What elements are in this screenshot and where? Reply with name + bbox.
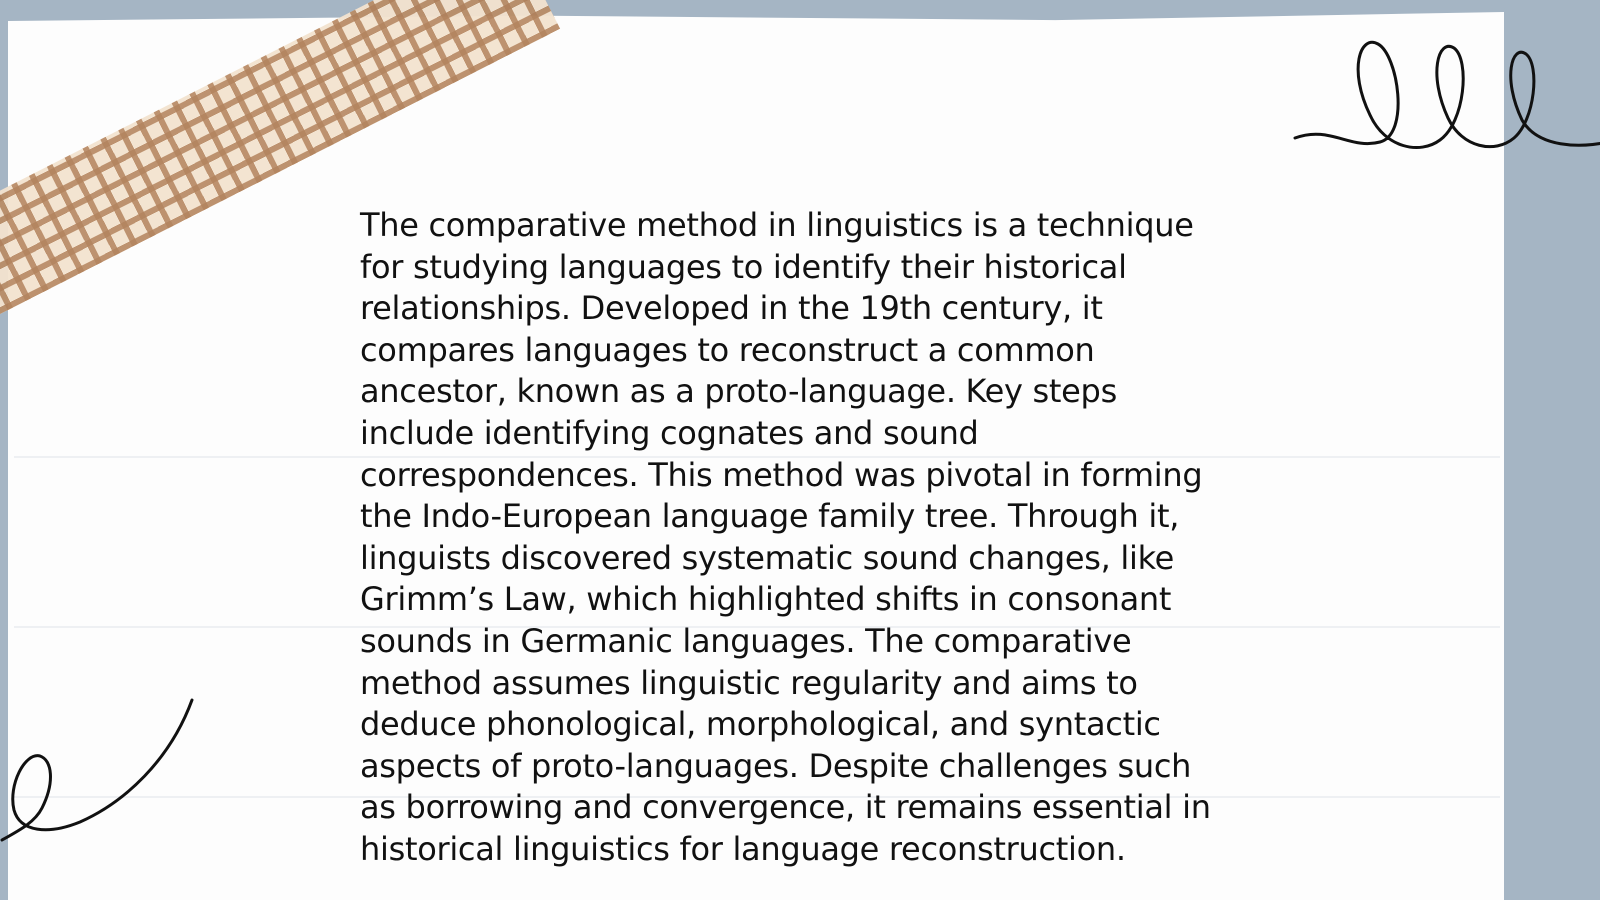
body-text-line: The comparative method in linguistics is a technique bbox=[360, 206, 1194, 244]
body-paragraph bbox=[360, 205, 1260, 871]
body-text-line: the Indo-European language family tree. Through it, bbox=[360, 497, 1180, 536]
loop-squiggle-icon bbox=[1290, 30, 1600, 170]
body-text-line: correspondences. This method was pivotal in forming bbox=[360, 455, 1203, 494]
body-text-line: compares languages to reconstruct a common bbox=[360, 330, 1095, 369]
checkmark-squiggle-icon bbox=[0, 690, 200, 850]
body-text-line: deduce phonological, morphological, and syntactic bbox=[360, 705, 1161, 744]
body-text-line: as borrowing and convergence, it remains essential in bbox=[360, 788, 1211, 827]
body-text-line: Grimm’s Law, which highlighted shifts in consonant bbox=[360, 580, 1172, 619]
body-text-line: aspects of proto-languages. Despite challenges such bbox=[360, 746, 1192, 785]
body-text-line: sounds in Germanic languages. The comparative bbox=[360, 621, 1132, 660]
body-text-line: historical linguistics for language reconstruction. bbox=[360, 829, 1126, 868]
body-text-line: for studying languages to identify their historical bbox=[360, 247, 1127, 286]
body-text-line: relationships. Developed in the 19th century, it bbox=[360, 289, 1103, 328]
body-text-line: include identifying cognates and sound bbox=[360, 413, 979, 452]
body-text-line: ancestor, known as a proto-language. Key steps bbox=[360, 372, 1117, 411]
body-text-line: linguists discovered systematic sound changes, like bbox=[360, 538, 1175, 577]
body-text-line: method assumes linguistic regularity and aims to bbox=[360, 663, 1138, 702]
